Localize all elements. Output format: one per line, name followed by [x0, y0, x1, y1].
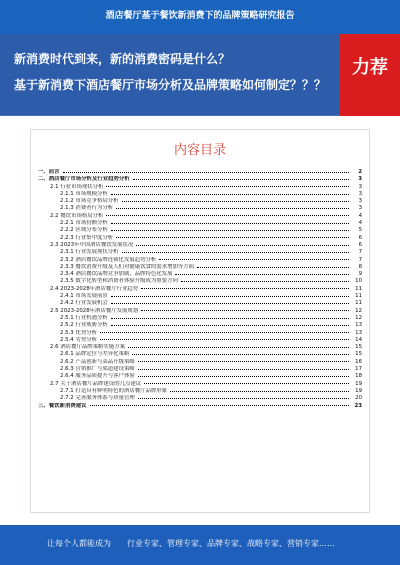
toc-entry-page: 13	[355, 329, 362, 336]
toc-entry[interactable]	[38, 359, 362, 366]
toc-leader-dots	[138, 361, 349, 362]
toc-entry-page: 3	[358, 190, 362, 197]
toc-entry[interactable]	[38, 169, 362, 176]
toc-entry-page: 14	[355, 336, 362, 343]
toc-leader-dots	[122, 252, 349, 253]
toc-entry-title: 一、前言	[38, 169, 60, 175]
toc-entry[interactable]	[38, 264, 362, 271]
toc-entry-page: 16	[355, 358, 362, 365]
bottom-banner	[0, 525, 400, 565]
toc-entry-title: 2.3 2023年中国酒店餐饮发展状况	[50, 241, 134, 248]
toc-leader-dots	[111, 325, 349, 326]
footer-right-text: 行业专家、管理专家、品牌专家、战略专家、营销专家……	[127, 539, 335, 548]
toc-entry-title: 2.6.1 品牌定位与差异化策略	[60, 351, 130, 358]
toc-leader-dots	[136, 245, 349, 246]
toc-leader-dots	[106, 186, 349, 187]
toc-entry-title: 2.1.3 消费者行为分析	[60, 205, 114, 212]
toc-entry-page: 6	[358, 234, 362, 241]
top-banner	[0, 0, 400, 34]
toc-list	[38, 169, 362, 507]
toc-leader-dots	[90, 405, 349, 406]
toc-entry[interactable]	[38, 308, 362, 315]
toc-entry-title: 2.6.2 产品创新与菜品升级策略	[60, 358, 135, 365]
toc-entry-title: 2.1.2 市场竞争格局分析	[60, 198, 119, 205]
toc-entry[interactable]	[38, 271, 362, 278]
toc-leader-dots	[175, 274, 349, 275]
toc-leader-dots	[116, 208, 349, 209]
toc-entry-title: 2.2.2 区域分布分析	[60, 227, 108, 234]
toc-entry-title: 2.1 行业市场现状分析	[50, 183, 104, 190]
toc-entry[interactable]	[38, 351, 362, 358]
toc-leader-dots	[111, 194, 349, 195]
toc-entry[interactable]	[38, 176, 362, 183]
toc-entry-page: 20	[355, 395, 362, 402]
toc-entry-page: 11	[355, 300, 362, 307]
toc-entry[interactable]	[38, 395, 362, 402]
toc-entry-title: 2.5.3 优势分析	[60, 329, 97, 336]
toc-entry-title: 2.3.4 酒店餐饮品牌竞争加剧，品牌特色化发展	[60, 271, 173, 278]
toc-entry-title: 2.7 关于酒店餐厅品牌建设的几点建议	[50, 380, 142, 387]
toc-entry-title: 2.2 餐饮市场格局分析	[50, 212, 104, 219]
toc-leader-dots	[138, 369, 349, 370]
toc-entry-title: 2.3.5 数字化转型和消费者体验升级成为重要方向	[60, 278, 178, 285]
toc-entry[interactable]	[38, 227, 362, 234]
toc-entry[interactable]	[38, 191, 362, 198]
toc-leader-dots	[100, 332, 349, 333]
toc-entry[interactable]	[38, 300, 362, 307]
toc-entry-title: 2.6 酒店餐厅品牌策略实施方案	[50, 344, 125, 351]
toc-entry-page: 7	[358, 249, 362, 256]
toc-entry[interactable]	[38, 293, 362, 300]
toc-leader-dots	[116, 237, 349, 238]
toc-leader-dots	[170, 391, 349, 392]
toc-entry-page: 10	[355, 278, 362, 285]
toc-entry-title: 2.5.4 劣势分析	[60, 336, 97, 343]
hero-subheadline: 基于新消费下酒店餐厅市场分析及品牌策略如何制定？？？	[14, 78, 327, 92]
toc-entry-page: 4	[358, 212, 362, 219]
toc-entry-page: 5	[358, 227, 362, 234]
toc-entry[interactable]	[38, 388, 362, 395]
toc-entry-page: 15	[355, 344, 362, 351]
toc-entry-title: 2.4 2023-2028年酒店餐厅行业趋势	[50, 285, 139, 292]
toc-entry-title: 2.3.3 餐饮消费升级及人们对健康饮食的需求增加等方面	[60, 263, 195, 270]
toc-leader-dots	[111, 318, 349, 319]
toc-entry-title: 2.6.3 营销推广与渠道建设策略	[60, 366, 135, 373]
toc-entry-page: 12	[355, 307, 362, 314]
toc-entry-title: 2.5 2023-2028年酒店餐厅发展规划	[50, 307, 139, 314]
hero-section	[0, 34, 340, 116]
toc-entry-title: 三、餐饮新消费建议	[38, 402, 87, 409]
toc-entry[interactable]	[38, 373, 362, 380]
toc-entry-page: 19	[355, 387, 362, 394]
toc-entry-page: 18	[355, 373, 362, 380]
toc-entry-page: 2	[358, 169, 362, 175]
toc-entry-page: 13	[355, 322, 362, 329]
report-title: 酒店餐厅基于餐饮新消费下的品牌策略研究报告	[105, 11, 295, 21]
toc-entry-title: 2.6.4 服务品质提升与客户体验	[60, 373, 135, 380]
footer-left-text: 让每个人都能成为	[47, 539, 111, 548]
toc-leader-dots	[133, 179, 349, 180]
toc-leader-dots	[141, 310, 349, 311]
toc-leader-dots	[111, 296, 349, 297]
toc-leader-dots	[128, 347, 349, 348]
toc-entry[interactable]	[38, 213, 362, 220]
toc-leader-dots	[63, 172, 349, 173]
toc-entry[interactable]	[38, 205, 362, 212]
toc-entry-title: 二、酒店餐厅市场分析及行业趋势分析	[38, 176, 130, 183]
toc-entry-page: 4	[358, 220, 362, 227]
toc-entry-title: 2.7.2 完善服务体系与质量管理	[60, 395, 135, 402]
toc-entry[interactable]	[38, 403, 362, 410]
toc-entry-page: 11	[355, 285, 362, 292]
toc-entry[interactable]	[38, 242, 362, 249]
toc-entry-page: 17	[355, 366, 362, 373]
toc-entry[interactable]	[38, 235, 362, 242]
toc-leader-dots	[132, 354, 349, 355]
toc-entry-title: 2.2.3 行业集中度分析	[60, 234, 114, 241]
toc-entry-title: 2.5.2 行业威胁分析	[60, 322, 108, 329]
toc-leader-dots	[100, 339, 349, 340]
toc-entry[interactable]	[38, 330, 362, 337]
toc-entry-title: 2.3.1 行业发展现状分析	[60, 249, 119, 256]
toc-entry[interactable]	[38, 344, 362, 351]
toc-leader-dots	[111, 303, 349, 304]
toc-entry[interactable]	[38, 381, 362, 388]
toc-entry-title: 2.1.1 市场规模分析	[60, 190, 108, 197]
toc-entry-page: 3	[358, 176, 362, 183]
toc-entry[interactable]	[38, 249, 362, 256]
toc-leader-dots	[138, 376, 349, 377]
toc-leader-dots	[159, 259, 349, 260]
brand-badge	[340, 34, 400, 116]
toc-entry-page: 6	[358, 241, 362, 248]
toc-entry-page: 7	[358, 256, 362, 263]
toc-entry[interactable]	[38, 198, 362, 205]
toc-leader-dots	[122, 201, 349, 202]
toc-entry[interactable]	[38, 278, 362, 285]
toc-entry-page: 12	[355, 314, 362, 321]
toc-entry[interactable]	[38, 184, 362, 191]
toc-leader-dots	[138, 398, 349, 399]
toc-entry-title: 2.7.1 打造具有鲜明特色的酒店餐厅品牌形象	[60, 387, 168, 394]
toc-entry-page: 15	[355, 351, 362, 358]
toc-entry-page: 3	[358, 198, 362, 205]
toc-leader-dots	[197, 267, 349, 268]
toc-entry[interactable]	[38, 366, 362, 373]
toc-entry-page: 19	[355, 380, 362, 387]
toc-entry[interactable]	[38, 322, 362, 329]
toc-leader-dots	[141, 288, 349, 289]
toc-entry-page: 23	[354, 402, 362, 409]
brand-name: 力荐	[352, 57, 388, 78]
toc-entry-page: 9	[358, 271, 362, 278]
toc-entry-page: 8	[358, 263, 362, 270]
toc-leader-dots	[111, 223, 349, 224]
toc-entry-page: 11	[355, 293, 362, 300]
toc-leader-dots	[144, 383, 349, 384]
toc-entry-title: 2.4.1 市场发展前景	[60, 293, 108, 300]
toc-leader-dots	[106, 215, 349, 216]
toc-entry-page: 3	[358, 183, 362, 190]
toc-entry[interactable]	[38, 220, 362, 227]
toc-entry-title: 2.4.2 行业发展机会	[60, 300, 108, 307]
toc-leader-dots	[181, 281, 349, 282]
toc-entry[interactable]	[38, 337, 362, 344]
toc-entry-title: 2.5.1 行业机遇分析	[60, 314, 108, 321]
toc-entry[interactable]	[38, 257, 362, 264]
toc-entry-title: 2.3.2 酒店餐饮品牌连锁化发展趋势分析	[60, 256, 157, 263]
toc-entry-page: 3	[358, 205, 362, 212]
toc-entry-title: 2.2.1 市场份额分析	[60, 220, 108, 227]
hero-headline: 新消费时代到来，新的消费密码是什么？	[14, 52, 231, 66]
toc-heading: 内容目录	[173, 143, 226, 158]
toc-entry[interactable]	[38, 315, 362, 322]
toc-leader-dots	[111, 230, 349, 231]
toc-entry[interactable]	[38, 286, 362, 293]
table-of-contents	[30, 129, 370, 513]
